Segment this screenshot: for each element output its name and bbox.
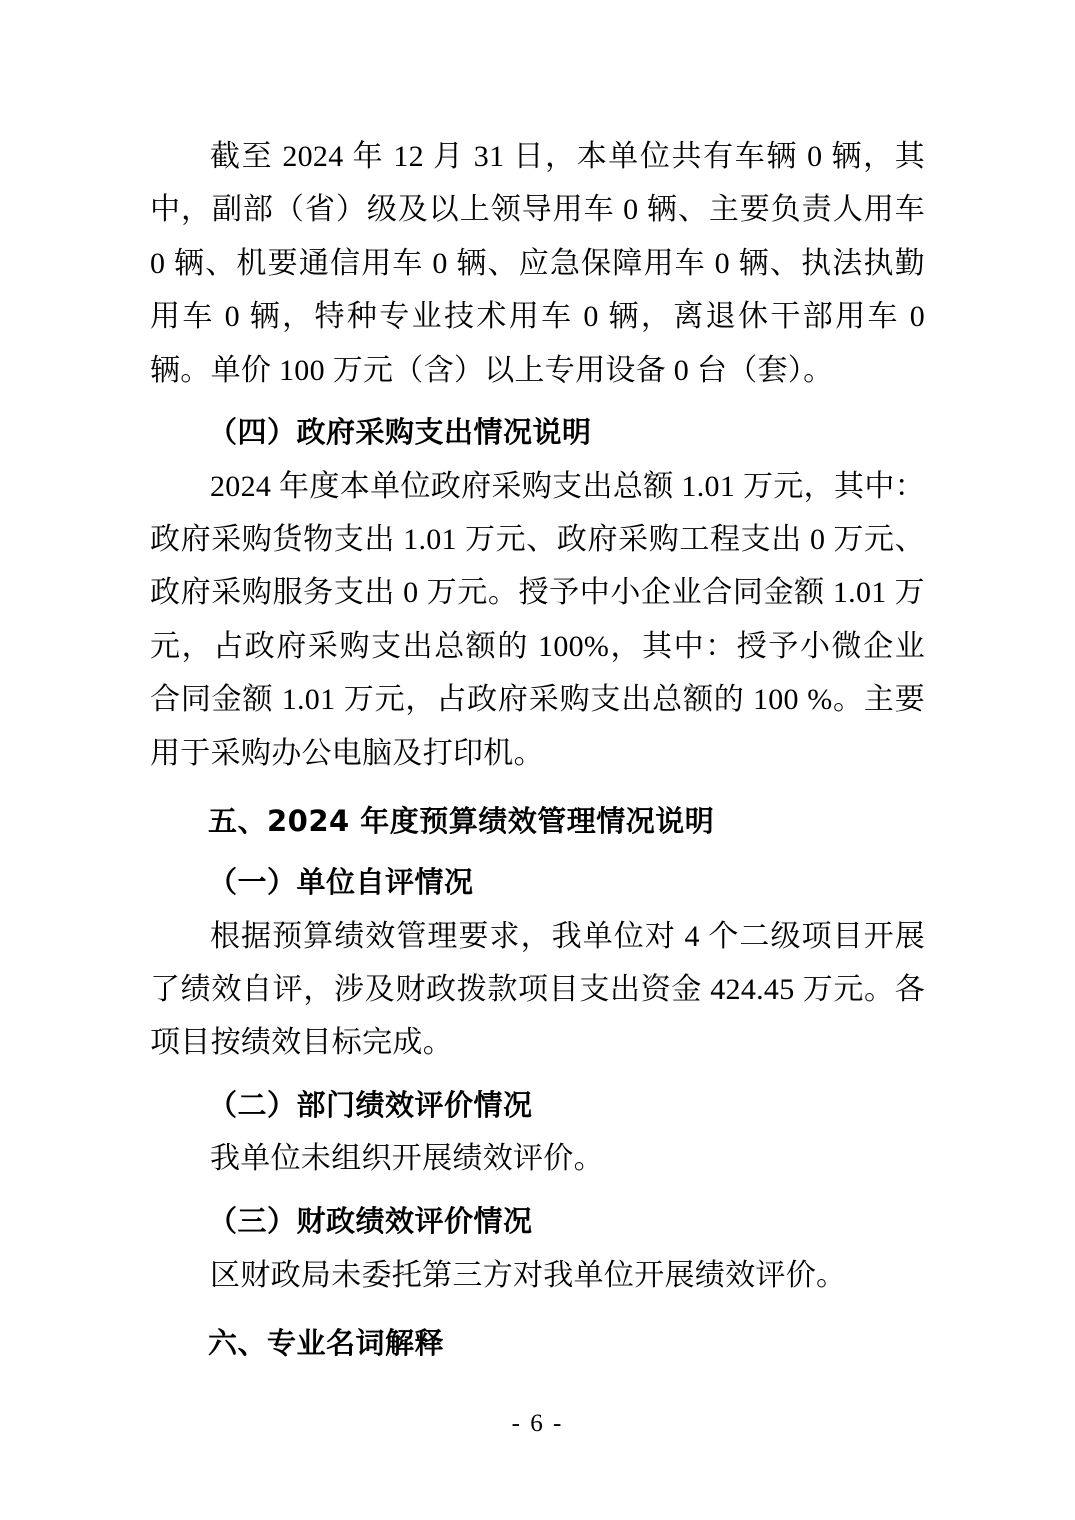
paragraph-department-evaluation-detail: 我单位未组织开展绩效评价。 bbox=[210, 1142, 604, 1176]
heading-section-six: 六、专业名词解释 bbox=[208, 1326, 445, 1360]
page-number: - 6 - bbox=[511, 1410, 564, 1437]
paragraph-procurement-detail: 2024 年度本单位政府采购支出总额 1.01 万元，其中：政府采购货物支出 1.01 万元、政府采购工程支出 0 万元、政府采购服务支出 0 万元。授予中小企业合同金额 1.01 万元，占政府采购支出总额的 100%，其中：授予小微企业合同金额 1.01 万元，占政府采购支出总额的 100 %。主要用于采购办公电脑及打印机。 bbox=[150, 469, 925, 770]
heading-department-evaluation: （二）部门绩效评价情况 bbox=[208, 1087, 533, 1122]
paragraph-vehicles: 截至 2024 年 12 月 31 日，本单位共有车辆 0 辆，其中，副部（省）级及以上领导用车 0 辆、主要负责人用车 0 辆、机要通信用车 0 辆、应急保障用车 0 辆、执法执勤用车 0 辆，特种专业技术用车 0 辆，离退休干部用车 0 辆。单价 100 万元（含）以上专用设备 0 台（套）。 bbox=[150, 140, 925, 387]
heading-section-five: 五、2024 年度预算绩效管理情况说明 bbox=[208, 804, 715, 839]
paragraph-self-evaluation-detail: 根据预算绩效管理要求，我单位对 4 个二级项目开展了绩效自评，涉及财政拨款项目支出资金 424.45 万元。各项目按绩效目标完成。 bbox=[150, 919, 925, 1060]
paragraph-fiscal-evaluation-detail: 区财政局未委托第三方对我单位开展绩效评价。 bbox=[210, 1258, 847, 1292]
heading-fiscal-evaluation: （三）财政绩效评价情况 bbox=[208, 1203, 533, 1238]
heading-self-evaluation: （一）单位自评情况 bbox=[208, 864, 474, 899]
heading-government-procurement: （四）政府采购支出情况说明 bbox=[208, 414, 592, 449]
